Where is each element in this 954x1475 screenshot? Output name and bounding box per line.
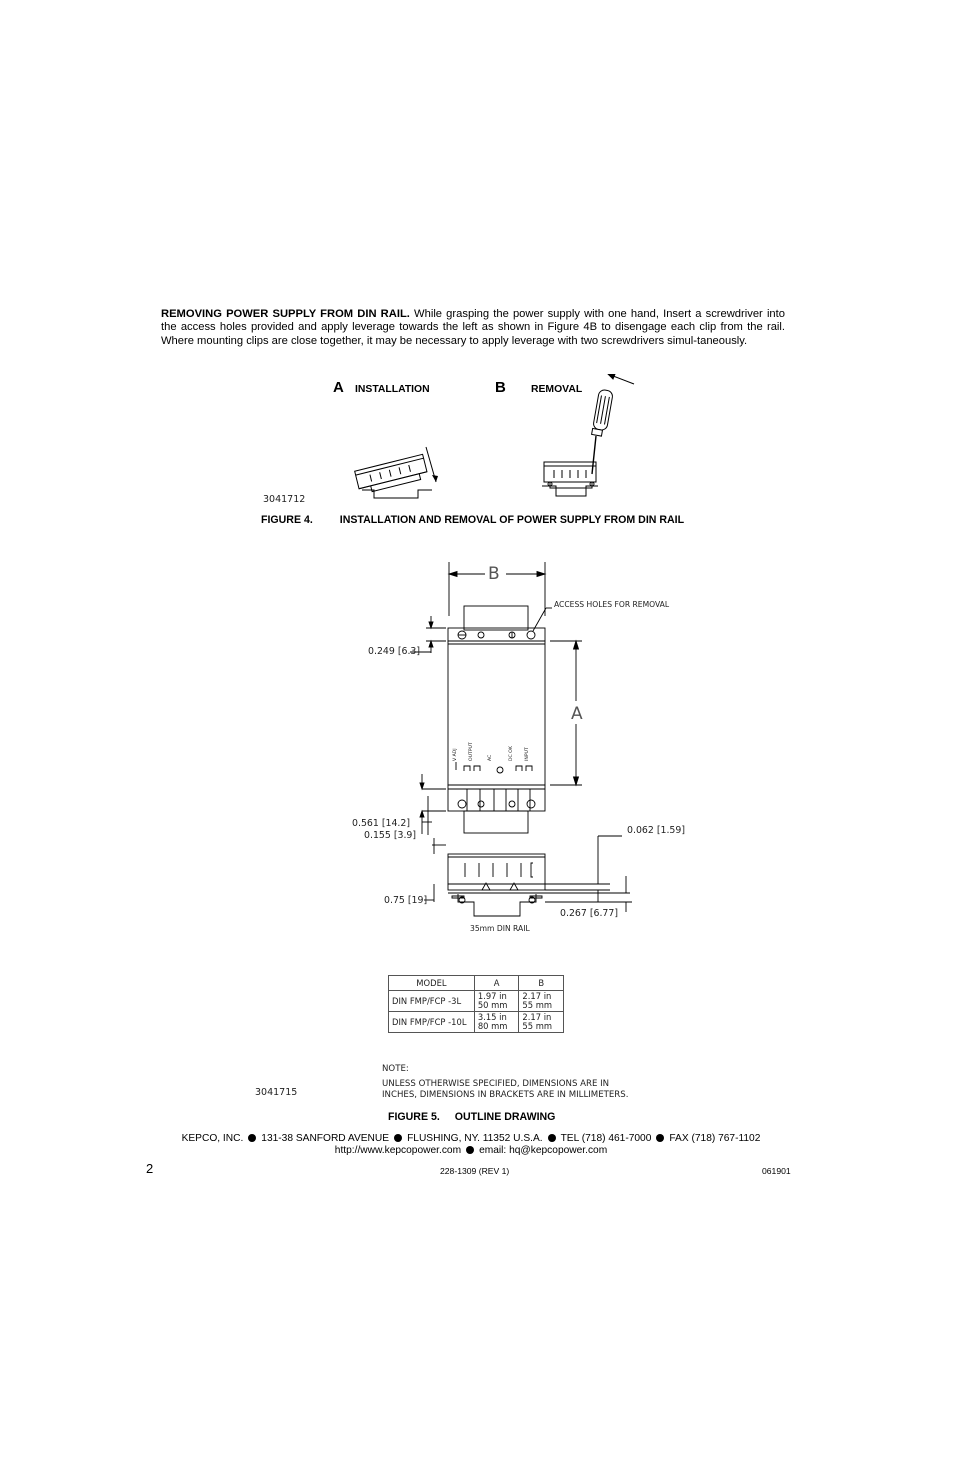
bullet-icon — [248, 1134, 256, 1142]
panel-label-input: INPUT — [525, 747, 530, 761]
access-holes-label: ACCESS HOLES FOR REMOVAL — [554, 600, 670, 609]
table-row — [389, 991, 564, 1012]
bullet-icon — [548, 1134, 556, 1142]
footer-address: 131-38 SANFORD AVENUE — [261, 1133, 390, 1144]
note-title: NOTE: — [382, 1064, 409, 1074]
dim-075-label: 0.75 [19] — [384, 895, 428, 906]
dim-a-label: A — [571, 704, 583, 724]
dim-0561-label: 0.561 [14.2] — [352, 818, 411, 829]
panel-label-dcok: DC OK — [509, 746, 514, 761]
figure-5-drawing-number: 3041715 — [255, 1087, 298, 1098]
dim-0062-label: 0.062 [1.59] — [627, 825, 686, 836]
table-cell-a: 1.97 in 50 mm — [474, 991, 519, 1012]
panel-label-vadj: V ADJ — [453, 748, 458, 761]
figure-4-title-b: REMOVAL — [531, 384, 583, 395]
table-header-model: MODEL — [389, 976, 475, 991]
dim-b-label: B — [488, 564, 500, 584]
table-header-row — [389, 976, 564, 991]
drawing-note — [382, 1064, 628, 1101]
installation-drawing — [348, 442, 448, 502]
dim-0155-label: 0.155 [3.9] — [364, 830, 417, 841]
model-dimension-table — [388, 975, 564, 1033]
panel-label-ac: AC — [488, 754, 493, 761]
footer-company: KEPCO, INC. — [181, 1133, 244, 1144]
section-body: While grasping the power supply with one hand, Insert a screwdriver into the access holes provided and apply leverage towards the left as shown in Figure 4B to disengage each clip from the rail. Where mounting clips are close together, it may be necessary to apply leverage with two screwdrivers simul-taneously. — [161, 308, 785, 347]
table-header-b: B — [519, 976, 564, 991]
figure-4-label-b: B — [495, 379, 506, 396]
removal-drawing — [538, 374, 648, 502]
note-line-2: INCHES, DIMENSIONS IN BRACKETS ARE IN MILLIMETERS. — [382, 1090, 629, 1100]
figure-4-caption-text: INSTALLATION AND REMOVAL OF POWER SUPPLY FROM DIN RAIL — [339, 514, 685, 526]
din-rail-label: 35mm DIN RAIL — [470, 924, 530, 933]
bullet-icon — [466, 1146, 474, 1154]
figure-5-caption-text: OUTLINE DRAWING — [454, 1111, 556, 1123]
figure-4-drawing-number: 3041712 — [263, 494, 306, 505]
dim-0249-label: 0.249 [6.3] — [368, 646, 421, 657]
figure-4-label-a: A — [333, 379, 344, 396]
dim-0267-label: 0.267 [6.77] — [560, 908, 619, 919]
figure-5-caption-number: FIGURE 5. — [388, 1111, 440, 1123]
figure-4 — [260, 372, 720, 532]
table-header-a: A — [474, 976, 519, 991]
bullet-icon — [656, 1134, 664, 1142]
date-code: 061901 — [762, 1166, 791, 1176]
figure-4-caption-number: FIGURE 4. — [261, 514, 313, 526]
figure-5-caption — [388, 1111, 555, 1123]
panel-label-output: OUTPUT — [469, 742, 474, 761]
bullet-icon — [394, 1134, 402, 1142]
table-cell-b: 2.17 in 55 mm — [519, 1012, 564, 1033]
table-cell-b: 2.17 in 55 mm — [519, 991, 564, 1012]
footer-tel: TEL (718) 461-7000 — [560, 1133, 652, 1144]
table-cell-model: DIN FMP/FCP -10L — [389, 1012, 475, 1033]
table-cell-a: 3.15 in 80 mm — [474, 1012, 519, 1033]
footer-contact-line-1 — [0, 1133, 942, 1144]
figure-4-title-a: INSTALLATION — [355, 384, 430, 395]
footer-fax: FAX (718) 767-1102 — [669, 1133, 761, 1144]
page-number: 2 — [146, 1161, 154, 1176]
figure-4-caption — [261, 514, 684, 526]
footer-city: FLUSHING, NY. 11352 U.S.A. — [407, 1133, 543, 1144]
table-row — [389, 1012, 564, 1033]
section-paragraph — [161, 308, 785, 348]
outline-drawing — [340, 556, 670, 946]
doc-number: 228-1309 (REV 1) — [440, 1166, 510, 1176]
footer-contact-line-2 — [0, 1145, 942, 1156]
footer-email-link[interactable]: email: hq@kepcopower.com — [479, 1145, 608, 1156]
table-cell-model: DIN FMP/FCP -3L — [389, 991, 475, 1012]
section-heading: REMOVING POWER SUPPLY FROM DIN RAIL. — [161, 308, 410, 320]
footer-web-link[interactable]: http://www.kepcopower.com — [334, 1145, 462, 1156]
note-line-1: UNLESS OTHERWISE SPECIFIED, DIMENSIONS ARE IN — [382, 1079, 610, 1089]
